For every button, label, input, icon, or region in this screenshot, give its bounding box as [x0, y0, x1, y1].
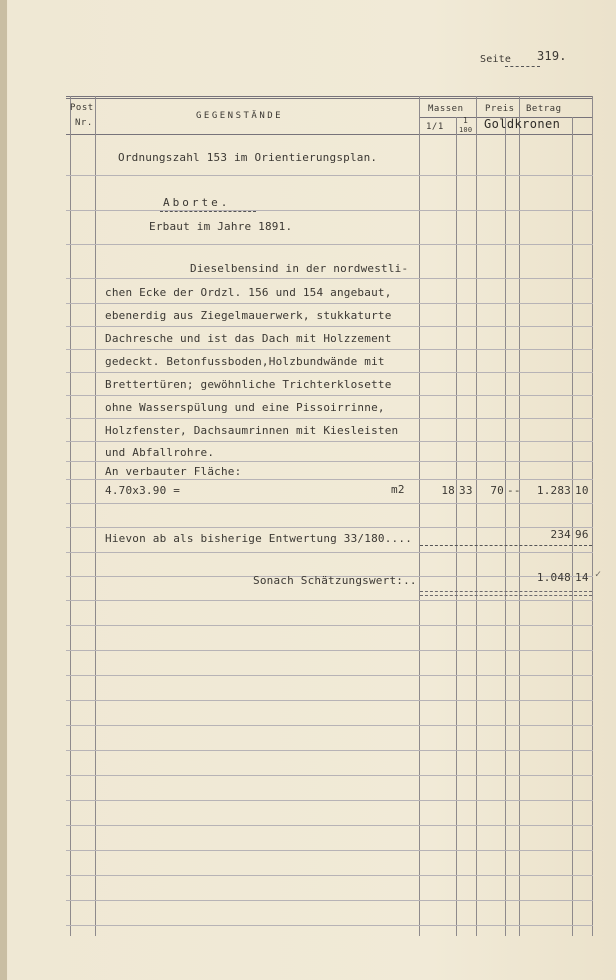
ordnung-line: Ordnungszahl 153 im Orientierungsplan. — [118, 151, 378, 164]
ruled-line — [66, 441, 593, 442]
deduction-text: Hievon ab als bisherige Entwertung 33/180.... — [105, 532, 413, 545]
desc-line: chen Ecke der Ordzl. 156 und 154 angebaut, — [105, 286, 392, 299]
area-mass-int: 18 — [441, 484, 455, 497]
built-line: Erbaut im Jahre 1891. — [149, 220, 293, 233]
area-price-dec: -- — [507, 484, 521, 497]
col-line-left — [70, 96, 71, 936]
ruled-line — [66, 479, 593, 480]
ruled-line — [66, 625, 593, 626]
ruled-line — [66, 395, 593, 396]
ruled-line — [66, 850, 593, 851]
col-line-right — [592, 96, 593, 936]
ruled-line — [66, 244, 593, 245]
area-price-int: 70 — [490, 484, 504, 497]
ruled-line — [66, 600, 593, 601]
page-number: 319. — [537, 49, 567, 63]
desc-line: gedeckt. Betonfussboden,Holzbundwände mit — [105, 355, 385, 368]
section-heading: Aborte. — [163, 196, 231, 209]
section-heading-underline — [160, 211, 256, 213]
ruled-line — [66, 650, 593, 651]
ruled-line — [66, 800, 593, 801]
header-masses: Massen — [428, 104, 464, 114]
header-amount: Betrag — [526, 104, 562, 114]
ruled-line — [66, 418, 593, 419]
estimate-amount-dec: 14 — [575, 571, 589, 584]
desc-line: Dachresche und ist das Dach mit Holzzement — [105, 332, 392, 345]
header-masses-frac-den: 100 — [459, 126, 473, 134]
binding-edge — [0, 0, 7, 980]
header-currency: Goldkronen — [484, 117, 561, 131]
header-masses-full: 1/1 — [426, 122, 444, 132]
area-label: An verbauter Fläche: — [105, 465, 242, 478]
deduction-amount-int: 234 — [550, 528, 571, 541]
ruled-line — [66, 326, 593, 327]
deduction-underline — [420, 545, 592, 547]
area-amount-int: 1.283 — [536, 484, 571, 497]
header-items: GEGENSTÄNDE — [196, 111, 284, 121]
ruled-line — [66, 210, 593, 211]
ruled-line — [66, 750, 593, 751]
ruled-line — [66, 552, 593, 553]
ruled-line — [66, 372, 593, 373]
col-line-price — [519, 96, 520, 936]
header-bottom-line — [66, 134, 593, 135]
table-top-line — [66, 96, 593, 97]
col-line-post — [95, 96, 96, 936]
deduction-amount-dec: 96 — [575, 528, 589, 541]
desc-line: ohne Wasserspülung und eine Pissoirrinne, — [105, 401, 385, 414]
estimate-amount-int: 1.048 — [536, 571, 571, 584]
desc-line: Holzfenster, Dachsaumrinnen mit Kiesleisten — [105, 424, 399, 437]
desc-line: ebenerdig aus Ziegelmauerwerk, stukkaturte — [105, 309, 392, 322]
ruled-line — [66, 303, 593, 304]
table-top-line-2 — [66, 98, 593, 99]
col-line-items — [419, 96, 420, 936]
area-calc: 4.70x3.90 = — [105, 484, 181, 497]
area-unit: m2 — [391, 483, 405, 496]
total-double-underline — [420, 591, 592, 596]
header-nr: Nr. — [75, 118, 93, 128]
check-mark: ✓ — [595, 569, 602, 580]
desc-line: Dieselbensind in der nordwestli- — [190, 262, 409, 275]
ruled-line — [66, 278, 593, 279]
ruled-line — [66, 675, 593, 676]
col-line-mass — [476, 96, 477, 936]
header-post: Post — [70, 103, 94, 113]
ruled-line — [66, 461, 593, 462]
ruled-line — [66, 875, 593, 876]
ruled-line — [66, 527, 593, 528]
ruled-line — [66, 775, 593, 776]
estimate-text: Sonach Schätzungswert:.. — [253, 574, 417, 587]
ruled-line — [66, 900, 593, 901]
ruled-line — [66, 700, 593, 701]
area-mass-dec: 33 — [459, 484, 473, 497]
ruled-line — [66, 925, 593, 926]
desc-line: Brettertüren; gewöhnliche Trichterklosette — [105, 378, 392, 391]
header-price: Preis — [485, 104, 515, 114]
desc-line: und Abfallrohre. — [105, 446, 215, 459]
page-label: Seite — [480, 54, 512, 65]
ruled-line — [66, 175, 593, 176]
ruled-line — [66, 349, 593, 350]
area-amount-dec: 10 — [575, 484, 589, 497]
ruled-line — [66, 503, 593, 504]
header-masses-frac-num: 1 — [463, 116, 469, 125]
ruled-line — [66, 725, 593, 726]
page-label-underline — [505, 66, 540, 68]
ruled-line — [66, 825, 593, 826]
